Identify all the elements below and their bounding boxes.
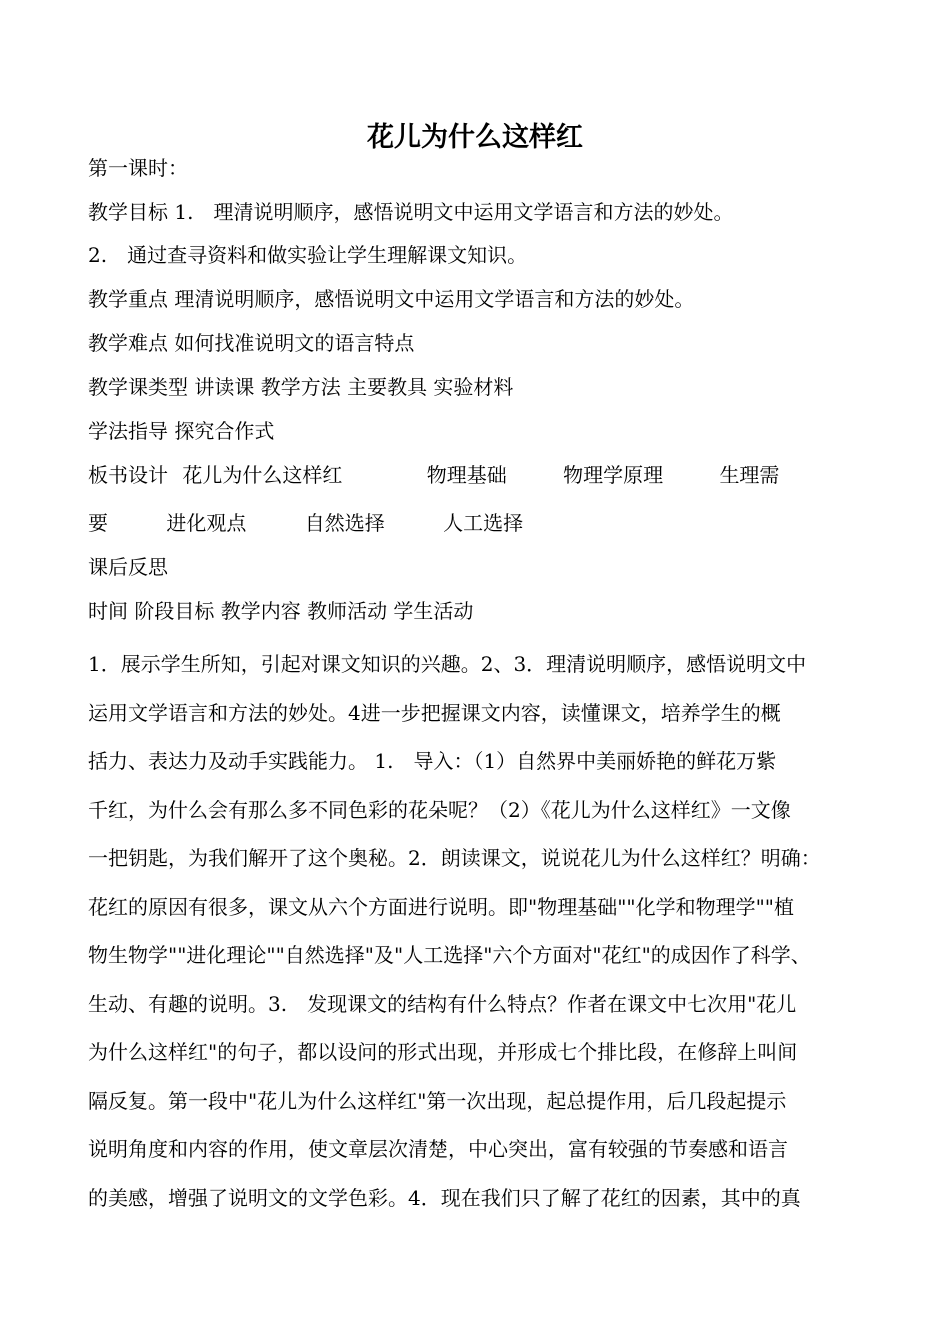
- study-guide-line: 学法指导 探究合作式: [88, 419, 275, 443]
- board-design-line: [88, 460, 779, 490]
- body-line: 为什么这样红"的句子，都以设问的形式出现，并形成七个排比段，在修辞上叫间: [88, 1040, 798, 1064]
- board-item-natural-selection: 自然选择: [304, 511, 385, 535]
- board-design-label: 板书设计: [88, 463, 168, 487]
- teaching-objective-1: 教学目标 1. 理清说明顺序，感悟说明文中运用文学语言和方法的妙处。: [88, 200, 734, 224]
- body-line: 说明角度和内容的作用，使文章层次清楚，中心突出，富有较强的节奏感和语言: [88, 1137, 788, 1161]
- body-line: 1．展示学生所知，引起对课文知识的兴趣。2、3．理清说明顺序，感悟说明文中: [88, 652, 807, 676]
- teaching-difficulty: 教学难点 如何找准说明文的语言特点: [88, 331, 415, 355]
- lesson-body-paragraph: [88, 640, 878, 1222]
- board-item-physiological-need: 生理需: [719, 463, 780, 487]
- body-line: 花红的原因有很多，课文从六个方面进行说明。即"物理基础""化学和物理学""植: [88, 894, 794, 919]
- body-line: 一把钥匙，为我们解开了这个奥秘。2．朗读课文，说说花儿为什么这样红？明确：: [88, 846, 821, 870]
- board-item-evolution: 进化观点: [166, 511, 247, 535]
- teaching-objective-2: 2. 通过查寻资料和做实验让学生理解课文知识。: [88, 243, 528, 267]
- body-line: 括力、表达力及动手实践能力。 1. 导入：（1）自然界中美丽娇艳的鲜花万紫: [88, 749, 777, 773]
- document-title: 花儿为什么这样红: [367, 122, 583, 153]
- board-item-physics-principle: 物理学原理: [563, 463, 664, 487]
- body-line: 隔反复。第一段中"花儿为什么这样红"第一次出现，起总提作用，后几段起提示: [88, 1088, 787, 1113]
- body-line: 的美感，增强了说明文的文学色彩。4．现在我们只了解了花红的因素，其中的真: [88, 1185, 801, 1210]
- body-line: 物生物学""进化理论""自然选择"及"人工选择"六个方面对"花红"的成因作了科学、: [88, 943, 811, 967]
- body-line: 生动、有趣的说明。3. 发现课文的结构有什么特点？作者在课文中七次用"花儿: [88, 991, 797, 1016]
- body-line: 运用文学语言和方法的妙处。4进一步把握课文内容，读懂课文，培养学生的概: [88, 700, 781, 725]
- table-header-line: 时间 阶段目标 教学内容 教师活动 学生活动: [88, 599, 474, 623]
- reflection-label: 课后反思: [88, 555, 168, 579]
- board-item-need-cont: 要: [88, 511, 108, 535]
- board-design-line-2: [88, 508, 523, 538]
- board-item-title: 花儿为什么这样红: [182, 463, 343, 487]
- body-line: 千红，为什么会有那么多不同色彩的花朵呢？（2）《花儿为什么这样红》一文像: [88, 797, 791, 822]
- lesson-label: 第一课时：: [88, 156, 188, 180]
- board-item-physics-basis: 物理基础: [426, 463, 507, 487]
- teaching-key-point: 教学重点 理清说明顺序，感悟说明文中运用文学语言和方法的妙处。: [88, 287, 695, 311]
- class-type-line: 教学课类型 讲读课 教学方法 主要教具 实验材料: [88, 375, 514, 399]
- board-item-artificial-selection: 人工选择: [443, 511, 524, 535]
